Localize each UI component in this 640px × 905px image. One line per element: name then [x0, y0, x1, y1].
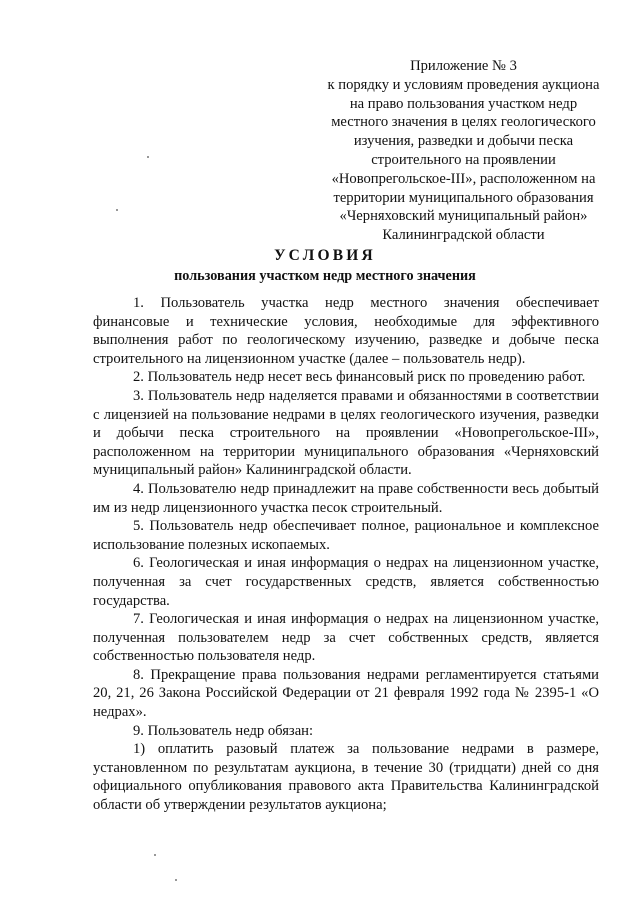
document-title: УСЛОВИЯ [274, 247, 376, 264]
clause-2: 2. Пользователь недр несет весь финансовый риск по проведению работ. [133, 369, 586, 386]
appendix-header [296, 57, 631, 245]
clause-3: 3. Пользователь недр наделяется правами и обязанностями в соответствии с лицензией на пользование недрами в целях геологического изучения, разведки и добычи песка строительного на проявлении «Новопрегольское-III», расположенном на территории муниципального образования «Черняховский муниципальный район» Калининградской области. [93, 387, 599, 479]
document-subtitle: пользования участком недр местного значения [174, 268, 476, 284]
scan-speck [147, 156, 149, 158]
clause-4: 4. Пользователю недр принадлежит на праве собственности весь добытый им из недр лицензионного участка песок строительный. [93, 480, 599, 516]
clause-5: 5. Пользователь недр обеспечивает полное, рациональное и комплексное использование полезных ископаемых. [93, 518, 599, 553]
appendix-number: Приложение № 3 [410, 58, 517, 74]
scan-speck [175, 879, 177, 881]
document-body [93, 294, 599, 815]
clause-9: 9. Пользователь недр обязан: [133, 722, 314, 739]
clause-6: 6. Геологическая и иная информация о недрах на лицензионном участке, полученная за счет государственных средств, является собственностью государства. [93, 555, 599, 609]
appendix-line: Калининградской области [382, 227, 545, 244]
appendix-line: строительного на проявлении [371, 151, 556, 168]
appendix-line: изучения, разведки и добычи песка [353, 133, 574, 150]
scan-speck [116, 209, 118, 211]
clause-1: 1. Пользователь участка недр местного значения обеспечивает финансовые и технические условия, необходимые для эффективного выполнения работ по геологическому изучению, разведке и добыче песка строительного на лицензионном участке (далее – пользователь недр). [93, 295, 599, 367]
scan-speck [154, 854, 156, 856]
appendix-line: на право пользования участком недр [349, 95, 578, 112]
clause-9-item-1: 1) оплатить разовый платеж за пользование недрами в размере, установленном по результатам аукциона, в течение 30 (тридцати) дней со дня официального опубликования правового акта Правительства Калининградской области об утверждении результатов аукциона; [93, 741, 599, 814]
appendix-line: местного значения в целях геологического [331, 114, 596, 131]
clause-8: 8. Прекращение права пользования недрами регламентируется статьями 20, 21, 26 Закона Российской Федерации от 21 февраля 1992 года № 2395-1 «О недрах». [93, 666, 599, 721]
appendix-line: к порядку и условиям проведения аукциона [327, 76, 600, 93]
appendix-line: «Черняховский муниципальный район» [339, 208, 588, 225]
appendix-line: территории муниципального образования [333, 189, 594, 206]
clause-7: 7. Геологическая и иная информация о недрах на лицензионном участке, полученная пользователем недр за счет собственных средств, является собственностью пользователя недр. [93, 611, 599, 665]
appendix-line: «Новопрегольское-III», расположенном на [331, 170, 596, 187]
